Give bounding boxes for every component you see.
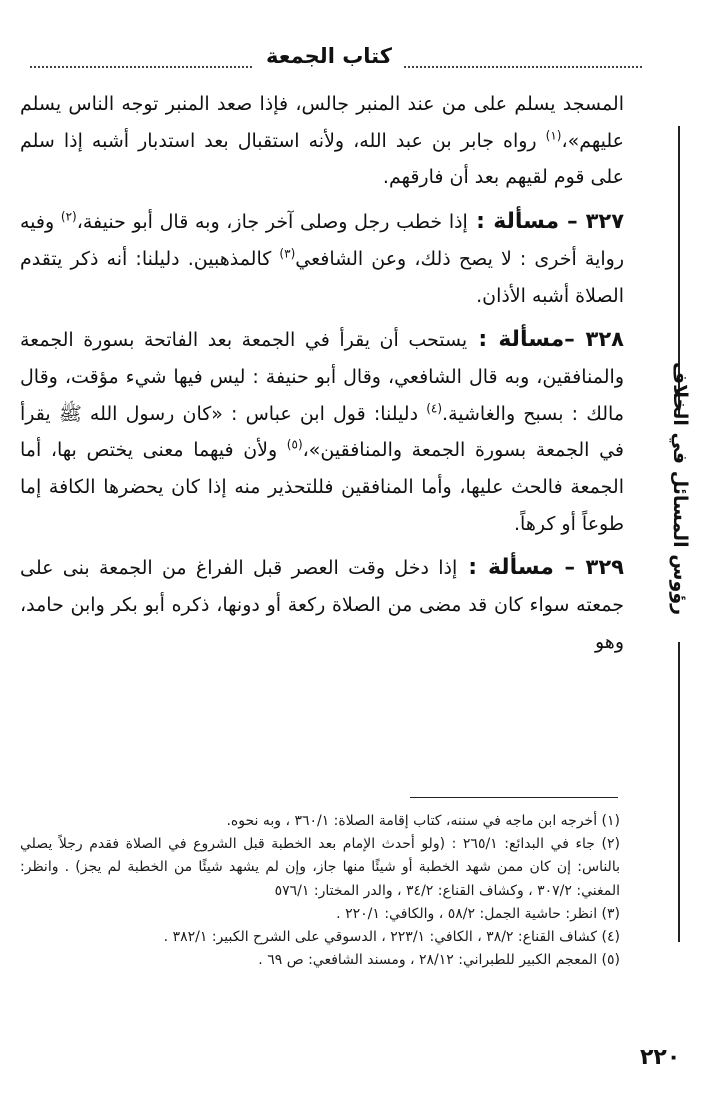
body-text bbox=[20, 86, 624, 661]
issue-label: مسألة : bbox=[467, 209, 560, 235]
issue-number: ٣٢٩ – bbox=[553, 555, 624, 580]
footnote-ref: (٢) bbox=[60, 209, 77, 224]
paragraph-text: إذا خطب رجل وصلى آخر جاز، وبه قال أبو حنيفة، bbox=[76, 211, 468, 234]
footnote-ref: (٤) bbox=[426, 401, 443, 416]
header-rule-left bbox=[30, 66, 252, 68]
footnote-item: (٢) جاء في البدائع: ٢٦٥/١ : (ولو أحدث الإمام بعد الخطبة قبل الشروع في الصلاة فقدم رجلاً يصلي بالناس: إن كان ممن شهد الخطبة أو شيئًا منها جاز، وإن لم يشهد شيئًا من الخطبة لم يجز) . وانظر: المغني: ٣٠٧/٢ ، وكشاف القناع: ٣٤/٢ ، والدر المختار: ٥٧٦/١ bbox=[20, 836, 620, 899]
paragraph-text: المسجد يسلم على من عند المنبر جالس، فإذا صعد المنبر توجه الناس يسلم عليهم»، bbox=[20, 93, 624, 152]
issue-number: ٣٢٨ – bbox=[564, 327, 624, 352]
paragraph-text: دليلنا: قول ابن عباس : «كان رسول الله ﷺ يقرأ في الجمعة بسورة الجمعة والمنافقين»، bbox=[20, 402, 624, 462]
paragraph-text: إذا دخل وقت العصر قبل الفراغ من الجمعة بنى على جمعته سواء كان قد مضى من الصلاة ركعة أو دونها، ذكره أبو بكر وابن حامد، وهو bbox=[20, 557, 624, 653]
footnote-item: (٥) المعجم الكبير للطبراني: ٢٨/١٢ ، ومسند الشافعي: ص ٦٩ . bbox=[258, 952, 620, 969]
header-rule-right bbox=[404, 66, 642, 68]
side-rule-bottom bbox=[678, 642, 680, 942]
footnote-ref: (٥) bbox=[286, 438, 303, 452]
footnote-separator bbox=[410, 797, 618, 798]
issue-label: مسألة : bbox=[457, 555, 554, 581]
issue-number: ٣٢٧ – bbox=[559, 209, 625, 234]
paragraph-continuation bbox=[20, 86, 624, 196]
footnote-ref: (١) bbox=[545, 128, 562, 143]
paragraph-text: رواه جابر بن عبد الله، ولأنه استقبال بعد استدبار أشبه إذا سلم على قوم لقيهم بعد أن فارقهم. bbox=[20, 129, 624, 189]
issue-329 bbox=[20, 549, 624, 660]
footnote-item: (٤) كشاف القناع: ٣٨/٢ ، الكافي: ٢٢٣/١ ، الدسوقي على الشرح الكبير: ٣٨٢/١ . bbox=[163, 929, 620, 946]
page-number: ٢٢٠ bbox=[640, 1045, 681, 1070]
paragraph-text: يستحب أن يقرأ في الجمعة بعد الفاتحة بسورة الجمعة والمنافقين، وبه قال الشافعي، وقال أبو حنيفة : ليس فيها شيء مؤقت، وقال مالك : بسبح والغاشية. bbox=[20, 329, 624, 425]
footnote-item: (٣) انظر: حاشية الجمل: ٥٨/٢ ، والكافي: ٢٢٠/١ . bbox=[336, 905, 620, 922]
footnote-ref: (٣) bbox=[279, 246, 296, 261]
side-book-title: رؤوس المسائل في الخلاف bbox=[669, 361, 691, 615]
paragraph-text: ولأن فيهما معنى يختص بها، أما الجمعة فالحث عليها، وأما المنافقين فللتحذير منه إذا كان يحضرها الكافة إما طوعاً أو كرهاً. bbox=[20, 439, 624, 535]
paragraph-text: كالمذهبين. دليلنا: أنه ذكر يتقدم الصلاة أشبه الأذان. bbox=[20, 247, 624, 307]
footnote-item: (١) أخرجه ابن ماجه في سننه، كتاب إقامة الصلاة: ٣٦٠/١ ، وبه نحوه. bbox=[226, 813, 620, 829]
running-header-title: كتاب الجمعة bbox=[266, 44, 392, 68]
footnotes bbox=[20, 810, 620, 972]
issue-328 bbox=[20, 321, 624, 542]
paragraph-text: وفيه رواية أخرى : لا يصح ذلك، وعن الشافعي bbox=[20, 211, 625, 270]
issue-label: مسألة : bbox=[467, 327, 565, 353]
issue-327 bbox=[20, 203, 624, 314]
